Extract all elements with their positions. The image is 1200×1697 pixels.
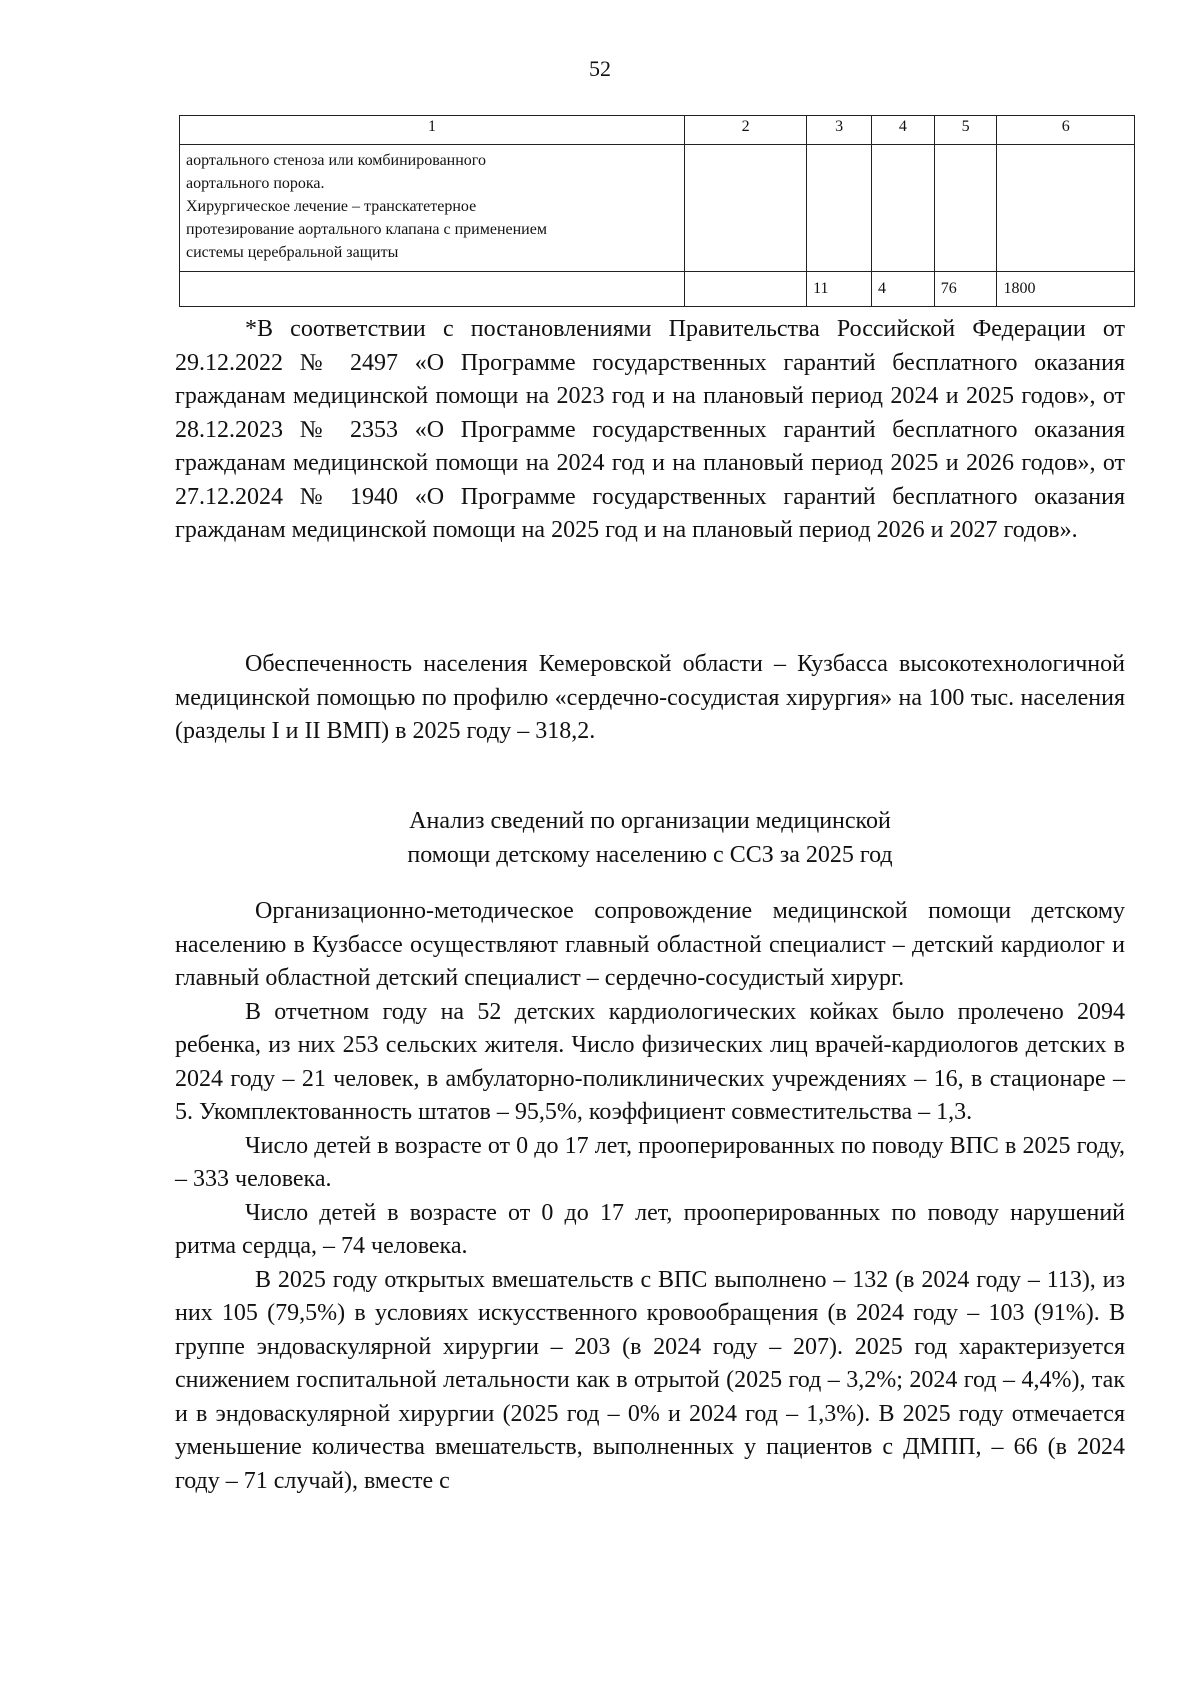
- body-paragraph: Число детей в возрасте от 0 до 17 лет, прооперированных по поводу ВПС в 2025 году, – 333 человека.: [175, 1132, 1125, 1192]
- table-cell-description: [180, 272, 685, 307]
- body-paragraph: Организационно-методическое сопровождение медицинской помощи детскому населению в Кузбассе осуществляют главный областной специалист – детский кардиолог и главный областной детский специалист – сердечно-сосудистый хирург.: [175, 898, 1125, 991]
- description-line: аортального стеноза или комбинированного: [186, 152, 486, 169]
- table-cell: 1800: [997, 272, 1135, 307]
- page-number: 52: [589, 56, 611, 81]
- section-heading: [175, 805, 1125, 872]
- footnote-paragraph: *В соответствии с постановлениями Правительства Российской Федерации от 29.12.2022 № 2497 «О Программе государственных гарантий бесплатного оказания гражданам медицинской помощи на 2023 год и на плановый период 2024 и 2025 годов», от 28.12.2023 № 2353 «О Программе государственных гарантий бесплатного оказания гражданам медицинской помощи на 2024 год и на плановый период 2025 и 2026 годов», от 27.12.2024 № 1940 «О Программе государственных гарантий бесплатного оказания гражданам медицинской помощи на 2025 год и на плановый период 2026 и 2027 годов».: [175, 316, 1125, 543]
- description-line: системы церебральной защиты: [186, 244, 399, 261]
- body-paragraphs: [175, 895, 1125, 1498]
- table-header-cell: 2: [685, 116, 807, 145]
- table-header-row: [180, 116, 1135, 145]
- table-cell: [997, 145, 1135, 272]
- body-paragraph: В 2025 году открытых вмешательств с ВПС выполнено – 132 (в 2024 году – 113), из них 105 (79,5%) в условиях искусственного кровообращения (в 2024 году – 103 (91%). В группе эндоваскулярной хирургии – 203 (в 2024 году – 207). 2025 год характеризуется снижением госпитальной летальности как в отрытой (2025 год – 3,2%; 2024 год – 4,4%), так и в эндоваскулярной хирургии (2025 год – 0% и 2024 год – 1,3%). В 2025 году отмечается уменьшение количества вмешательств, выполненных у пациентов с ДМПП, – 66 (в 2024 году – 71 случай), вместе с: [175, 1266, 1125, 1494]
- table-header-cell: 6: [997, 116, 1135, 145]
- continued-table: [179, 115, 1135, 307]
- table-header-cell: 5: [934, 116, 997, 145]
- table-cell: 11: [807, 272, 872, 307]
- table-row: [180, 272, 1135, 307]
- table-cell: [685, 145, 807, 272]
- description-line: Хирургическое лечение – транскатетерное: [186, 198, 477, 215]
- description-line: аортального порока.: [186, 175, 325, 192]
- table-cell: [872, 145, 935, 272]
- table-cell: 76: [934, 272, 997, 307]
- description-line: протезирование аортального клапана с применением: [186, 221, 547, 238]
- table-cell: [934, 145, 997, 272]
- table-cell: [807, 145, 872, 272]
- table-cell: [685, 272, 807, 307]
- section-heading-line: помощи детскому населению с ССЗ за 2025 год: [407, 841, 893, 868]
- table-row: [180, 145, 1135, 272]
- section-heading-line: Анализ сведений по организации медицинской: [409, 808, 891, 834]
- table-header-cell: 3: [807, 116, 872, 145]
- body-paragraph: В отчетном году на 52 детских кардиологических койках было пролечено 2094 ребенка, из них 253 сельских жителя. Число физических лиц врачей-кардиологов детских в 2024 году – 21 человек, в амбулаторно-поликлинических учреждениях – 16, в стационаре – 5. Укомплектованность штатов – 95,5%, коэффициент совместительства – 1,3.: [175, 998, 1125, 1125]
- table-header-cell: 1: [180, 116, 685, 145]
- table-cell: 4: [872, 272, 935, 307]
- provision-paragraph: Обеспеченность населения Кемеровской области – Кузбасса высокотехнологичной медицинской помощью по профилю «сердечно-сосудистая хирургия» на 100 тыс. населения (разделы I и II ВМП) в 2025 году – 318,2.: [175, 651, 1125, 744]
- table-cell-description: [180, 145, 685, 272]
- table-header-cell: 4: [872, 116, 935, 145]
- body-paragraph: Число детей в возрасте от 0 до 17 лет, прооперированных по поводу нарушений ритма сердца, – 74 человека.: [175, 1199, 1125, 1259]
